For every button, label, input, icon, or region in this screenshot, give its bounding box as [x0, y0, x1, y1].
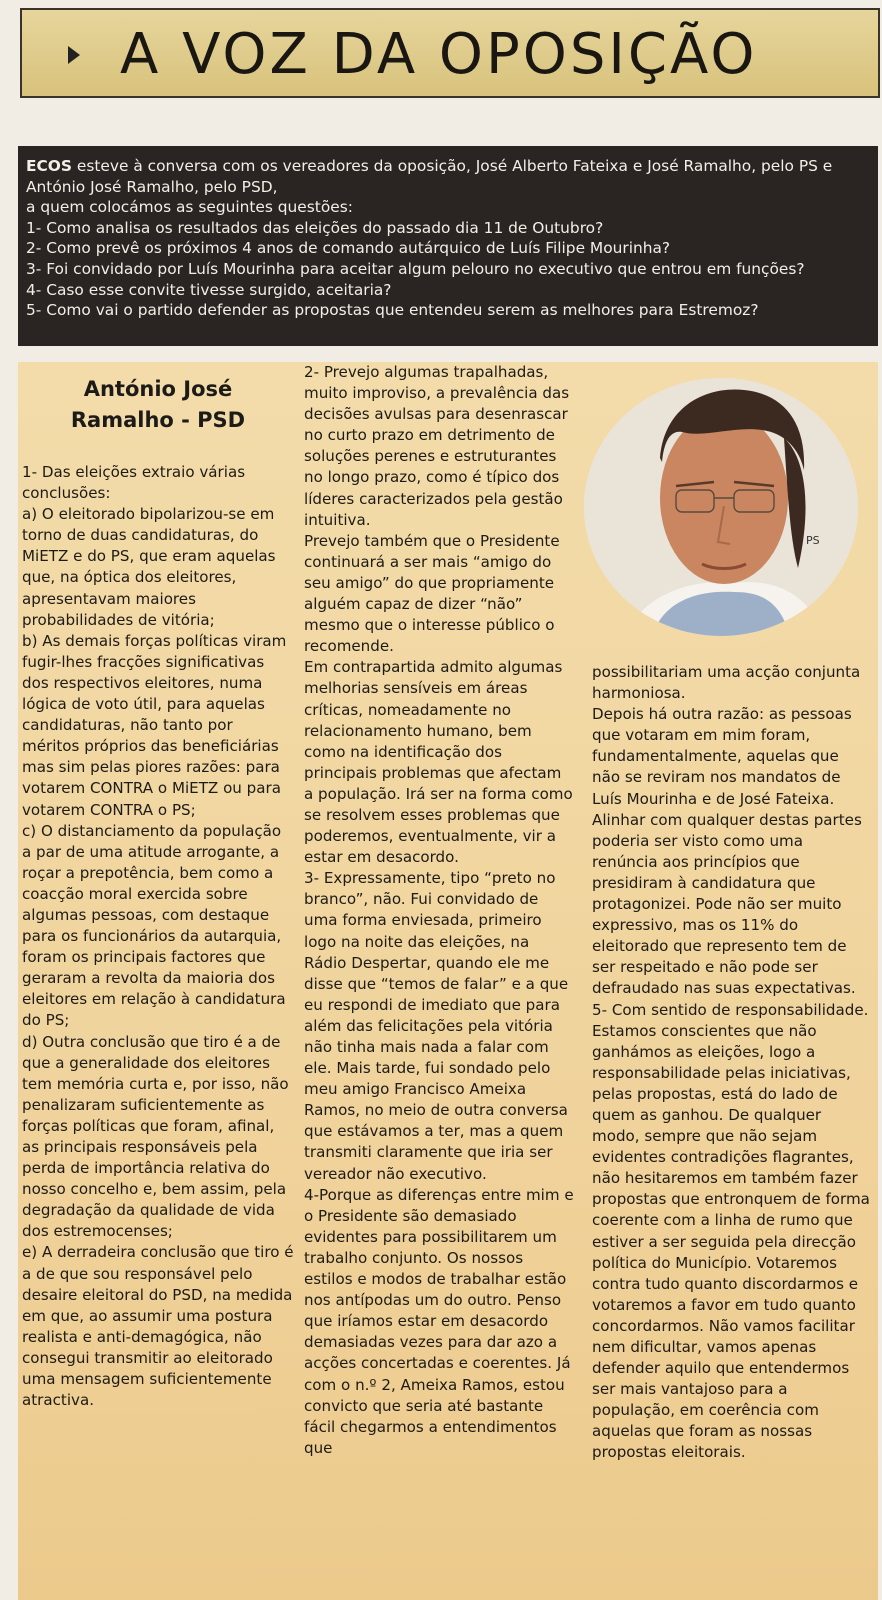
- author-name: António José: [83, 377, 233, 401]
- article-panel: [18, 362, 878, 1600]
- page-title: A VOZ DA OPOSIÇÃO: [120, 22, 758, 87]
- paragraph: c) O distanciamento da população a par de uma atitude arrogante, a roçar a prepotência, bem como a coacção moral exercida sobre algumas pessoas, com destaque para os funcionários da autarquia, foram os principais factores que geraram a revolta da maioria dos eleitores em relação à candidatura do PS;: [22, 821, 286, 1030]
- intro-box: [18, 146, 878, 346]
- paragraph: b) As demais forças políticas viram fugir-lhes fracções significativas dos respectivos eleitores, numa lógica de voto útil, para aquelas candidaturas, não tanto por méritos próprios das beneficiárias mas sim pelas piores razões: para votarem CONTRA o MiETZ ou para votarem CONTRA o PS;: [22, 631, 287, 819]
- article-column-1: [22, 372, 294, 1411]
- question-4: 4- Caso esse convite tivesse surgido, aceitaria?: [26, 280, 392, 299]
- question-3: 3- Foi convidado por Luís Mourinha para aceitar algum pelouro no executivo que entrou em funções?: [26, 259, 805, 278]
- paragraph: Prevejo também que o Presidente continuará a ser mais “amigo do seu amigo” do que propriamente alguém capaz de dizer “não” mesmo que o interesse público o recomende.: [304, 531, 560, 656]
- triangle-bullet-icon: [68, 46, 80, 64]
- paragraph: 1- Das eleições extraio várias conclusões:: [22, 463, 246, 503]
- article-column-2: [304, 362, 574, 1459]
- photo-caption: PS: [806, 534, 820, 547]
- question-1: 1- Como analisa os resultados das eleições do passado dia 11 de Outubro?: [26, 218, 604, 237]
- paragraph: e) A derradeira conclusão que tiro é a de que sou responsável pelo desaire eleitoral do PSD, na medida em que, ao assumir uma postura realista e anti-demagógica, não consegui transmitir ao eleitorado uma mensagem suficientemente atractiva.: [22, 1243, 294, 1410]
- article-column-3: [592, 662, 870, 1464]
- paragraph: a) O eleitorado bipolarizou-se em torno de duas candidaturas, do MiETZ e do PS, que eram aquelas que, na óptica dos eleitores, apresentavam maiores probabilidades de vitória;: [22, 505, 276, 629]
- intro-lead: [26, 156, 878, 197]
- paragraph: 3- Expressamente, tipo “preto no branco”, não. Fui convidado de uma forma enviesada, primeiro logo na noite das eleições, na Rádio Despertar, quando ele me disse que “temos de falar” e a que eu respondi de imediato que para além das felicitações pela vitória não tinha mais nada a falar com ele. Mais tarde, fui sondado pelo meu amigo Francisco Ameixa Ramos, no meio de outra conversa que estávamos a ter, mas a quem transmiti claramente que iria ser vereador não executivo.: [304, 869, 569, 1183]
- author-byline: [22, 374, 294, 436]
- author-party: Ramalho - PSD: [70, 408, 246, 432]
- question-2: 2- Como prevê os próximos 4 anos de comando autárquico de Luís Filipe Mourinha?: [26, 239, 671, 258]
- intro-line: a quem colocámos as seguintes questões:: [26, 198, 353, 217]
- portrait-illustration-icon: [584, 378, 858, 636]
- paragraph: d) Outra conclusão que tiro é a de que a generalidade dos eleitores tem memória curta e, por isso, não penalizaram suficientemente as forças políticas que foram, afinal, as principais responsáveis pela perda de importância relativa do nosso concelho e, bem assim, pela degradação da qualidade de vida dos estremocenses;: [22, 1032, 289, 1241]
- paragraph: 5- Com sentido de responsabilidade. Estamos conscientes que não ganhámos as eleições, logo a responsabilidade pelas iniciativas, pelas propostas, está do lado de quem as ganhou. De qualquer modo, sempre que não sejam evidentes contradições flagrantes, não hesitaremos em também fazer propostas que entronquem de forma coerente com a linha de rumo que estiver a ser seguida pela direcção política do Município. Votaremos contra tudo quanto discordarmos e votaremos a favor em tudo quanto concordarmos. Não vamos facilitar nem dificultar, vamos apenas defender aquilo que entendermos ser mais vantajoso para a população, em coerência com aquelas que foram as nossas propostas eleitorais.: [592, 1000, 870, 1462]
- brand-name: ECOS: [26, 157, 72, 175]
- portrait-photo: [584, 378, 858, 636]
- paragraph: 4-Porque as diferenças entre mim e o Presidente são demasiado evidentes para possibilitarem um trabalho conjunto. Os nossos estilos e modos de trabalhar estão nos antípodas um do outro. Penso que iríamos estar em desacordo demasiadas vezes para dar azo a acções concertadas e coerentes. Já com o n.º 2, Ameixa Ramos, estou convicto que seria até bastante fácil chegarmos a entendimentos que: [304, 1185, 574, 1457]
- title-banner: [20, 8, 880, 98]
- question-5: 5- Como vai o partido defender as propostas que entendeu serem as melhores para Estremoz?: [26, 301, 759, 320]
- intro-lead-text: esteve à conversa com os vereadores da oposição, José Alberto Fateixa e José Ramalho, pelo PS e António José Ramalho, pelo PSD,: [26, 157, 833, 196]
- paragraph: 2- Prevejo algumas trapalhadas, muito improviso, a prevalência das decisões avulsas para desenrascar no curto prazo em detrimento de soluções perenes e estruturantes no longo prazo, como é típico dos líderes caracterizados pela gestão intuitiva.: [304, 363, 570, 529]
- paragraph: possibilitariam uma acção conjunta harmoniosa.: [592, 663, 861, 703]
- paragraph: Em contrapartida admito algumas melhorias sensíveis em áreas críticas, nomeadamente no relacionamento humano, bem como na identificação dos principais problemas que afectam a população. Irá ser na forma como se resolvem esses problemas que poderemos, eventualmente, vir a estar em desacordo.: [304, 658, 573, 867]
- paragraph: Depois há outra razão: as pessoas que votaram em mim foram, fundamentalmente, aquelas que não se reviram nos mandatos de Luís Mourinha e de José Fateixa. Alinhar com qualquer destas partes poderia ser visto como uma renúncia aos princípios que presidiram à candidatura que protagonizei. Pode não ser muito expressivo, mas os 11% do eleitorado que represento tem de ser respeitado e não pode ser defraudado nas suas expectativas.: [592, 705, 862, 998]
